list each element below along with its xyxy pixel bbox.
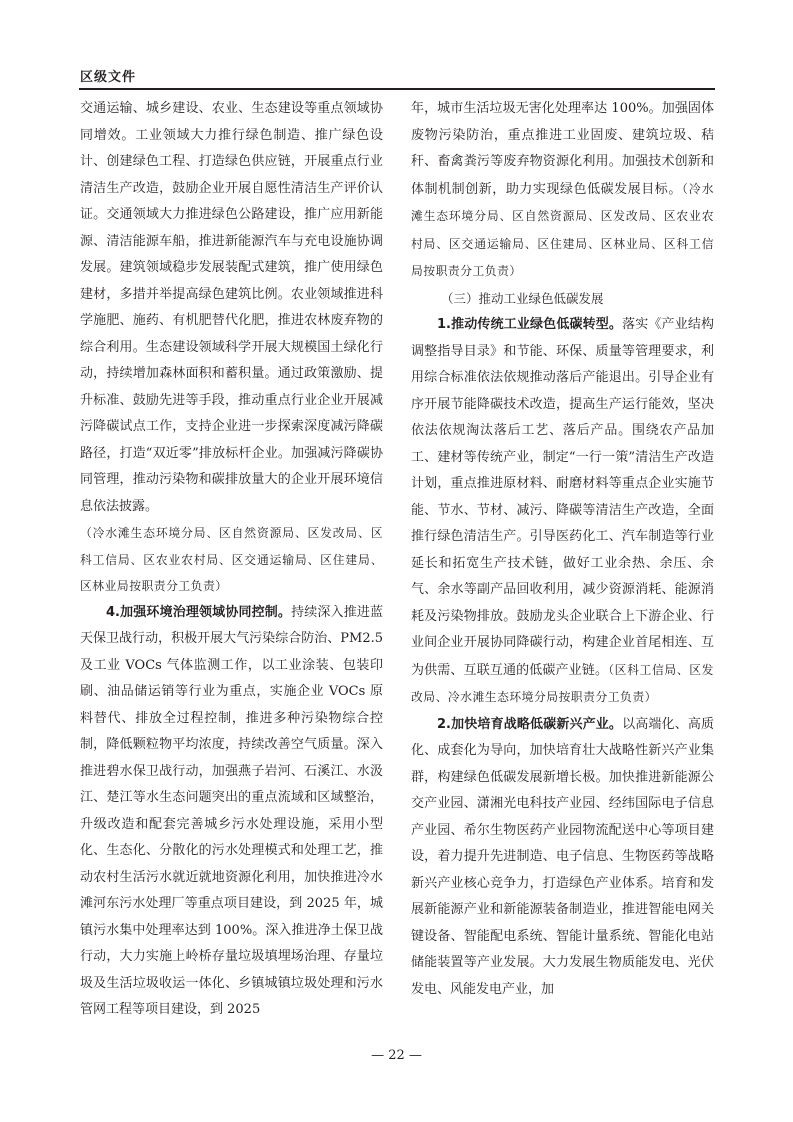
paragraph: 交通运输、城乡建设、农业、生态建设等重点领域协同增效。工业领域大力推行绿色制造、推广绿色设计、创建绿色工程、打造绿色供应链，开展重点行业清洁生产改造，鼓励企业开展自愿性清洁生产评价认证。交通领域大力推进绿色公路建设，推广应用新能源、清洁能源车船，推进新能源汽车与充电设施协调发展。建筑领域稳步发展装配式建筑，推广使用绿色建材，多措并举提高绿色建筑比例。农业领域推进科学施肥、施药、有机肥替代化肥，推进农林废弃物的综合利用。生态建设领域科学开展大规模国土绿化行动，持续增加森林面积和蓄积量。通过政策激励、提升标准、鼓励先进等手段，推动重点行业企业开展减污降碳试点工作，支持企业进一步探索深度减污降碳路径，打造“双近零”排放标杆企业。加强减污降碳协同管理，推动污染物和碳排放量大的企业开展环境信息依法披露。 <box>80 101 383 514</box>
responsibility-note: （区科工信局、区发改局、冷水滩生态环境分局按职责分工负责） <box>411 662 714 704</box>
paragraph <box>411 96 714 286</box>
item-heading: 4.加强环境治理领域协同控制。 <box>106 604 292 620</box>
item-heading: 2.加快培育战略低碳新兴产业。 <box>437 716 623 732</box>
section-heading: （三）推动工业绿色低碳发展 <box>441 290 604 306</box>
document-header: 区级文件 <box>80 70 137 85</box>
paragraph <box>411 712 714 1004</box>
page-number: — 22 — <box>371 1048 422 1063</box>
item-heading: 1.推动传统工业绿色低碳转型。 <box>437 317 623 332</box>
paragraph-text: 以高端化、高质化、成套化为导向，加快培育壮大战略性新兴产业集群，构建绿色低碳发展新增长极。加快推进新能源公交产业园、潇湘光电科技产业园、经纬国际电子信息产业园、希尔生物医药产业园物流配送中心等项目建设，着力提升先进制造、电子信息、生物医药等战略新兴产业核心竞争力，打造绿色产业体系。培育和发展新能源产业和新能源装备制造业，推进智能电网关键设备、智能配电系统、智能计量系统、智能化电站储能装置等产业发展。大力发展生物质能发电、光伏发电、风能发电产业，加 <box>411 716 714 997</box>
paragraph <box>411 312 714 712</box>
paragraph-text: 落实《产业结构调整指导目录》和节能、环保、质量等管理要求，利用综合标准依法依规推动落后产能退出。引导企业有序开展节能降碳技术改造，提高生产运行能效，坚决依法依规淘汰落后工艺、落后产品。围绕农产品加工、建材等传统产业，制定“一行一策”清洁生产改造计划，重点推进原材料、耐磨材料等重点企业实施节能、节水、节材、减污、降碳等清洁生产改造，全面推行绿色清洁生产。引导医药化工、汽车制造等行业延长和拓宽生产技术链，做好工业余热、余压、余气、余水等副产品回收利用，减少资源消耗、能源消耗及污染物排放。鼓励龙头企业联合上下游企业、行业间企业开展协同降碳行动，构建企业首尾相连、互为供需、互联互通的低碳产业链。 <box>411 317 714 678</box>
right-column <box>411 96 714 1003</box>
paragraph-text: 年，城市生活垃圾无害化处理率达 100%。加强固体废物污染防治，重点推进工业固废、建筑垃圾、秸秆、畜禽粪污等废弃物资源化利用。加强技术创新和体制机制创新，助力实现绿色低碳发展目标。 <box>411 101 714 197</box>
responsibility-note: （冷水滩生态环境分局、区自然资源局、区发改局、区科工信局、区农业农村局、区交通运输局、区住建局、区林业局按职责分工负责） <box>80 526 383 593</box>
left-column <box>80 96 383 1024</box>
paragraph <box>80 600 383 1024</box>
paragraph-text: 持续深入推进蓝天保卫战行动，积极开展大气污染综合防治、PM2.5 及工业 VOCs 气体监测工作，以工业涂装、包装印刷、油品储运销等行业为重点，实施企业 VOCs 原料替代、排放全过程控制，推进多种污染物综合控制，降低颗粒物平均浓度，持续改善空气质量。深入推进碧水保卫战行动，加强燕子岩河、石溪江、水汲江、楚江等水生态问题突出的重点流域和区域整治，升级改造和配套完善城乡污水处理设施，采用小型化、生态化、分散化的污水处理模式和处理工艺，推动农村生活污水就近就地资源化利用，加快推进冷水滩河东污水处理厂等重点项目建设，到 2025 年，城镇污水集中处理率达到 100%。深入推进净土保卫战行动，大力实施上岭桥存量垃圾填埋场治理、存量垃圾及生活垃圾收运一体化、乡镇城镇垃圾处理和污水管网工程等项目建设，到 2025 <box>80 604 383 1017</box>
responsibility-note: （冷水滩生态环境分局、区自然资源局、区发改局、区农业农村局、区交通运输局、区住建局、区林业局、区科工信局按职责分工负责） <box>411 181 714 278</box>
header-rule <box>79 88 715 90</box>
